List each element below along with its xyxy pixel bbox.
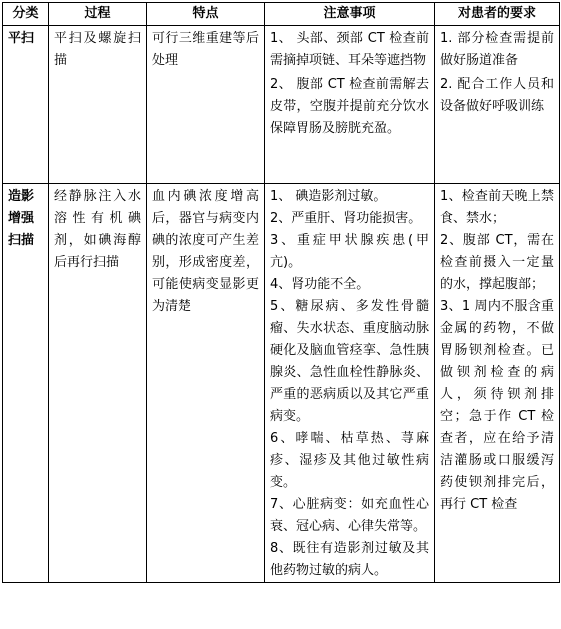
requirements-cell <box>435 184 560 583</box>
requirements-cell <box>435 26 560 184</box>
note-item: 2、 腹部 CT 检查前需解去皮带，空腹并提前充分饮水保障胃肠及膀胱充盈。 <box>270 77 429 136</box>
process-cell: 经静脉注入水溶性有机碘剂，如碘海醇后再行扫描 <box>49 184 147 583</box>
header-category: 分类 <box>3 3 49 26</box>
note-item: 8、既往有造影剂过敏及其他药物过敏的病人。 <box>270 541 429 578</box>
note-item: 7、心脏病变：如充血性心衰、冠心病、心律失常等。 <box>270 497 429 534</box>
note-item: 5、糖尿病、多发性骨髓瘤、失水状态、重度脑动脉硬化及脑血管痉挛、急性胰腺炎、急性血栓性静脉炎、严重的恶病质以及其它严重病变。 <box>270 299 429 424</box>
header-notes: 注意事项 <box>265 3 435 26</box>
note-item: 1、 头部、颈部 CT 检查前需摘掉项链、耳朵等遮挡物 <box>270 31 429 68</box>
note-item: 1、 碘造影剂过敏。 <box>270 189 387 204</box>
category-cell: 造影增强扫描 <box>3 184 49 583</box>
ct-scan-table <box>2 2 560 583</box>
feature-cell: 血内碘浓度增高后，器官与病变内碘的浓度可产生差别，形成密度差，可能使病变显影更为清楚 <box>147 184 265 583</box>
note-item: 6、哮喘、枯草热、荨麻疹、湿疹及其他过敏性病变。 <box>270 431 429 490</box>
category-cell: 平扫 <box>3 26 49 184</box>
requirement-item: 1. 部分检查需提前做好肠道准备 <box>440 31 554 68</box>
table-row-contrast-scan <box>3 184 560 583</box>
requirement-item: 3、1 周内不服含重金属的药物，不做胃肠钡剂检查。已做钡剂检查的病人，须待钡剂排空；急于作 CT 检查者，应在给予清洁灌肠或口服缓泻药使钡剂排完后，再行 CT 检查 <box>440 299 554 512</box>
header-row <box>3 3 560 26</box>
requirement-item: 2. 配合工作人员和设备做好呼吸训练 <box>440 77 554 114</box>
note-item: 4、肾功能不全。 <box>270 277 370 292</box>
header-requirements: 对患者的要求 <box>435 3 560 26</box>
requirement-item: 1、检查前天晚上禁食、禁水； <box>440 189 554 226</box>
process-cell: 平扫及螺旋扫描 <box>49 26 147 184</box>
header-feature: 特点 <box>147 3 265 26</box>
feature-cell: 可行三维重建等后处理 <box>147 26 265 184</box>
notes-cell <box>265 184 435 583</box>
notes-cell <box>265 26 435 184</box>
header-process: 过程 <box>49 3 147 26</box>
requirement-item: 2、腹部 CT，需在检查前摄入一定量的水，撑起腹部； <box>440 233 554 292</box>
note-item: 2、严重肝、肾功能损害。 <box>270 211 422 226</box>
note-item: 3、重症甲状腺疾患(甲亢)。 <box>270 233 429 270</box>
table-row-plain-scan <box>3 26 560 184</box>
